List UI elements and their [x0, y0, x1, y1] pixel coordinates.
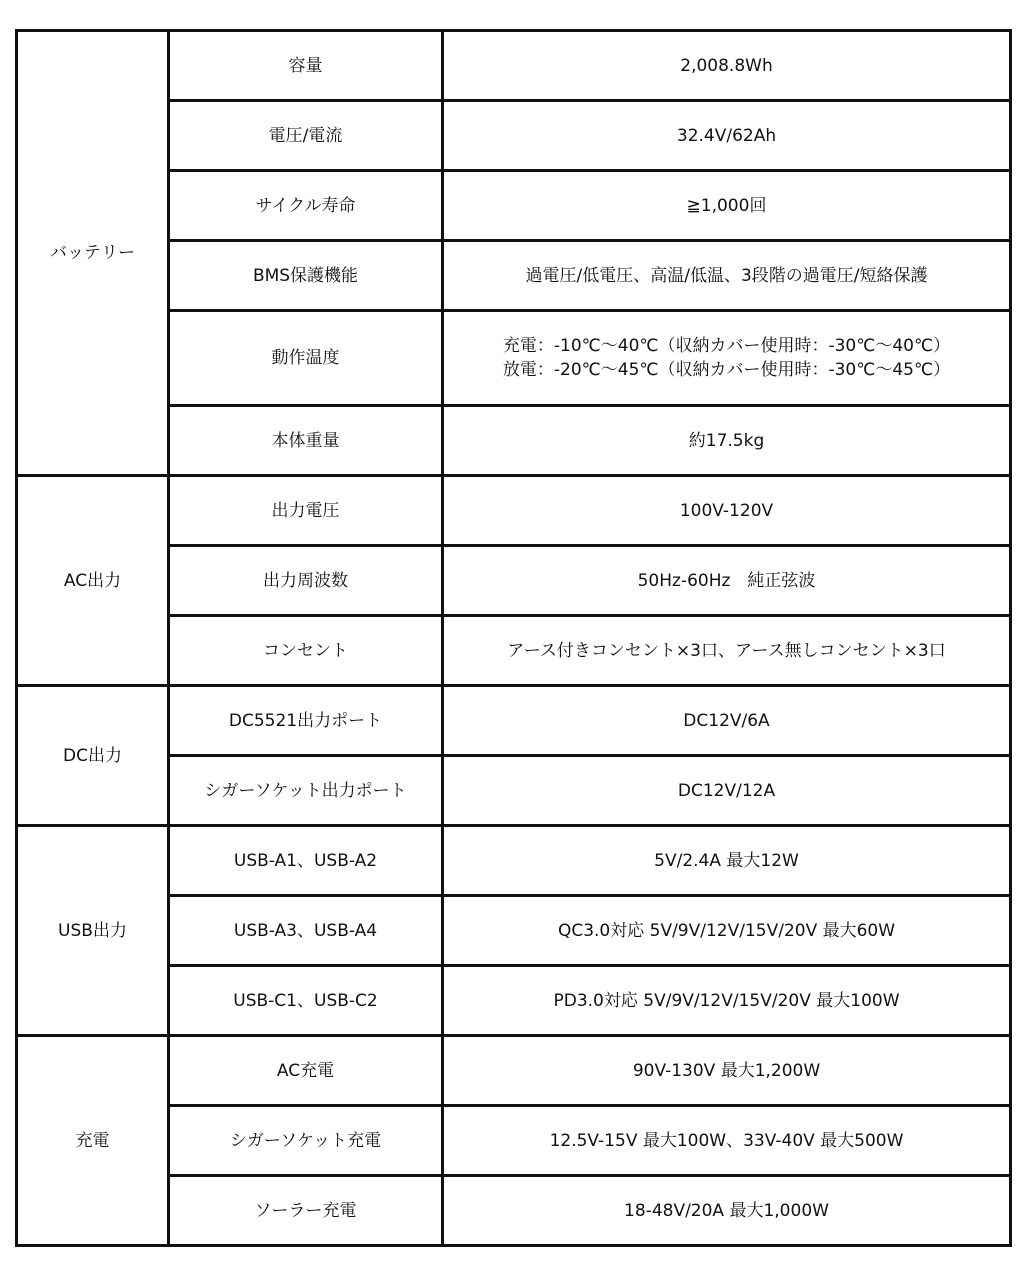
category-cell: 充電 — [17, 1036, 169, 1246]
spec-value-line: 90V-130V 最大1,200W — [632, 1060, 821, 1081]
spec-value-cell — [443, 756, 1011, 826]
spec-value-line: 5V/2.4A 最大12W — [654, 850, 799, 871]
spec-label-cell: USB-A1、USB-A2 — [169, 826, 443, 896]
spec-table-body — [17, 31, 1011, 1246]
spec-value-cell — [443, 311, 1011, 406]
table-row — [17, 826, 1011, 896]
spec-value-line: DC12V/6A — [683, 710, 770, 731]
spec-value-line: ≧1,000回 — [686, 195, 767, 216]
spec-label-cell: AC充電 — [169, 1036, 443, 1106]
spec-value-line: 50Hz-60Hz 純正弦波 — [637, 570, 816, 591]
category-cell: バッテリー — [17, 31, 169, 476]
spec-value-line: アース付きコンセント×3口、アース無しコンセント×3口 — [507, 640, 946, 661]
spec-value-cell — [443, 101, 1011, 171]
category-cell: AC出力 — [17, 476, 169, 686]
spec-value-line: 12.5V-15V 最大100W、33V-40V 最大500W — [549, 1130, 904, 1151]
spec-value-line: QC3.0対応 5V/9V/12V/15V/20V 最大60W — [557, 920, 896, 941]
spec-value-line: 32.4V/62Ah — [676, 125, 777, 146]
spec-label-cell: 出力周波数 — [169, 546, 443, 616]
spec-label-cell: 容量 — [169, 31, 443, 101]
spec-label-cell: シガーソケット出力ポート — [169, 756, 443, 826]
spec-label-cell: 電圧/電流 — [169, 101, 443, 171]
spec-value-cell — [443, 686, 1011, 756]
spec-value-cell — [443, 966, 1011, 1036]
spec-value-line: 充電：-10℃〜40℃（収納カバー使用時：-30℃〜40℃） — [502, 336, 951, 356]
spec-value-line: 100V-120V — [679, 500, 774, 521]
spec-value-line: 約17.5kg — [688, 430, 765, 451]
spec-value-cell — [443, 1176, 1011, 1246]
spec-label-cell: ソーラー充電 — [169, 1176, 443, 1246]
spec-value-line: 過電圧/低電圧、高温/低温、3段階の過電圧/短絡保護 — [525, 265, 928, 286]
spec-value-cell — [443, 406, 1011, 476]
spec-value-cell — [443, 896, 1011, 966]
spec-label-cell: USB-A3、USB-A4 — [169, 896, 443, 966]
spec-label-cell: シガーソケット充電 — [169, 1106, 443, 1176]
spec-label-cell: サイクル寿命 — [169, 171, 443, 241]
spec-value-line: 18-48V/20A 最大1,000W — [624, 1200, 829, 1221]
spec-value-cell — [443, 1036, 1011, 1106]
spec-label-cell: BMS保護機能 — [169, 241, 443, 311]
spec-value-cell — [443, 826, 1011, 896]
category-cell: DC出力 — [17, 686, 169, 826]
spec-label-cell: DC5521出力ポート — [169, 686, 443, 756]
table-row — [17, 31, 1011, 101]
spec-value-cell — [443, 1106, 1011, 1176]
spec-label-cell: USB-C1、USB-C2 — [169, 966, 443, 1036]
spec-label-cell: 本体重量 — [169, 406, 443, 476]
spec-label-cell: 動作温度 — [169, 311, 443, 406]
spec-label-cell: コンセント — [169, 616, 443, 686]
spec-label-cell: 出力電圧 — [169, 476, 443, 546]
table-row — [17, 686, 1011, 756]
table-row — [17, 476, 1011, 546]
spec-value-cell — [443, 241, 1011, 311]
spec-table — [15, 29, 1012, 1247]
spec-value-line: 放電：-20℃〜45℃（収納カバー使用時：-30℃〜45℃） — [502, 360, 951, 380]
table-row — [17, 1036, 1011, 1106]
category-cell: USB出力 — [17, 826, 169, 1036]
spec-value-cell — [443, 476, 1011, 546]
spec-value-cell — [443, 546, 1011, 616]
spec-value-line: PD3.0対応 5V/9V/12V/15V/20V 最大100W — [553, 990, 900, 1011]
spec-value-line: DC12V/12A — [677, 780, 776, 801]
spec-value-cell — [443, 616, 1011, 686]
spec-value-cell — [443, 171, 1011, 241]
spec-value-cell — [443, 31, 1011, 101]
spec-value-line: 2,008.8Wh — [680, 55, 773, 76]
